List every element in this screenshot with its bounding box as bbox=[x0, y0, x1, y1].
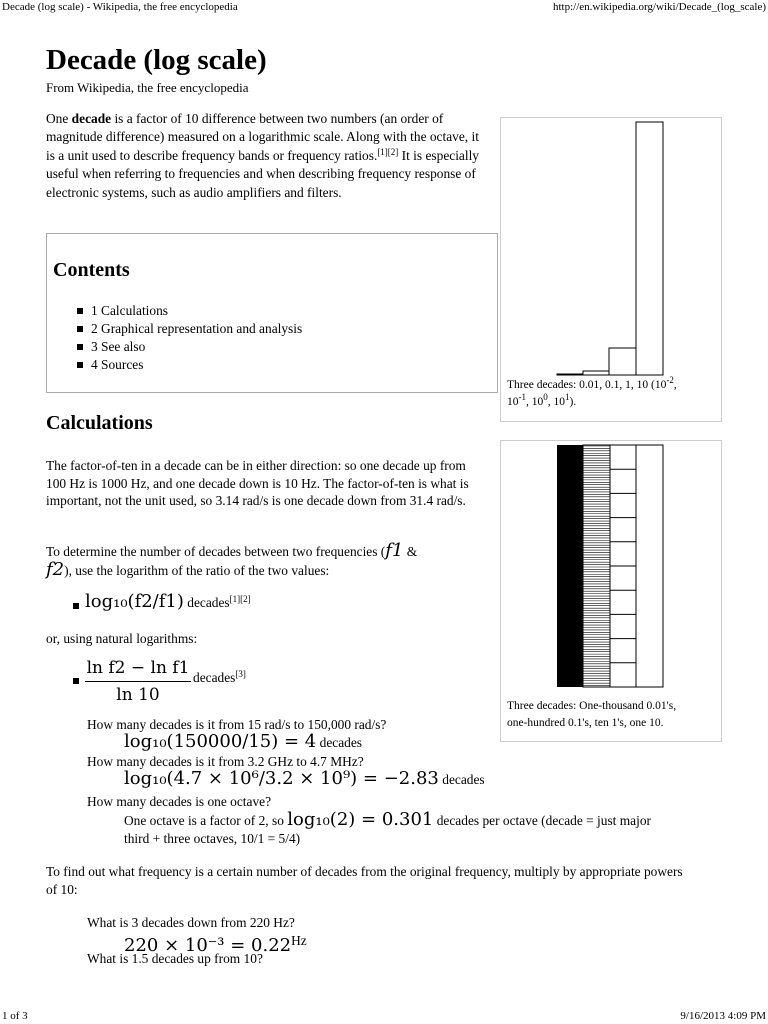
formula-log-ratio: log₁₀(f2/f1) decades[1][2] bbox=[85, 591, 251, 612]
calc-paragraph-4: To find out what frequency is a certain number of decades from the original frequency, multiply by appropriate powers of 10: bbox=[46, 864, 683, 897]
print-footer-page: 1 of 3 bbox=[2, 1010, 28, 1022]
intro-bold-term: decade bbox=[71, 111, 112, 126]
answer-3: One octave is a factor of 2, so log₁₀(2) = 0.301 decades per octave (decade = just major third + three octaves, 10/1 = 5/4) bbox=[124, 809, 651, 846]
formula-natural-log-unit: decades[3] bbox=[193, 669, 246, 685]
section-heading-calculations: Calculations bbox=[46, 412, 153, 434]
citation-link[interactable]: [3] bbox=[235, 669, 246, 679]
bullet-marker bbox=[73, 678, 79, 684]
formula-natural-log: ln f2 − ln f1 ln 10 bbox=[86, 658, 190, 705]
print-header-title: Decade (log scale) - Wikipedia, the free encyclopedia bbox=[2, 1, 238, 13]
toc-item-see-also[interactable]: 3 See also bbox=[77, 338, 302, 356]
calc-paragraph-1: The factor-of-ten in a decade can be in either direction: so one decade up from 100 Hz is 1000 Hz, and one decade down is 10 Hz. The factor-of-ten is what is important, not the unit used, so 3.14 rad/s is one decade down from 31.4 rad/s. bbox=[46, 458, 469, 508]
table-of-contents bbox=[46, 233, 498, 393]
print-header bbox=[0, 0, 768, 16]
toc-item-graphical[interactable]: 2 Graphical representation and analysis bbox=[77, 320, 302, 338]
page-title: Decade (log scale) bbox=[46, 44, 267, 76]
toc-heading: Contents bbox=[53, 259, 130, 281]
toc-item-sources[interactable]: 4 Sources bbox=[77, 356, 302, 374]
figure1-caption: Three decades: 0.01, 0.1, 1, 10 ($10^{-2}$, $10^{-1}$, $10^0$, $10^1$). bbox=[507, 375, 677, 408]
bullet-marker bbox=[73, 603, 79, 609]
question-4: What is 3 decades down from 220 Hz? bbox=[87, 915, 295, 930]
citation-link[interactable]: [1][2] bbox=[229, 594, 251, 604]
figure-decades-bars bbox=[500, 117, 722, 422]
page-subtitle: From Wikipedia, the free encyclopedia bbox=[46, 80, 249, 95]
figure2-caption: Three decades: One-thousand 0.01's, one-hundred 0.1's, ten 1's, one 10. bbox=[507, 700, 677, 729]
answer-4: 220 × 10⁻³ = 0.22Hz bbox=[124, 933, 307, 956]
figure-decades-divisions bbox=[500, 440, 722, 742]
calc-paragraph-2: To determine the number of decades between two frequencies (f1 & f2), use the logarithm of the ratio of the two values: bbox=[46, 540, 418, 580]
print-footer bbox=[0, 1008, 768, 1024]
question-5: What is 1.5 decades up from 10? bbox=[87, 951, 263, 966]
citation-link[interactable]: [1][2] bbox=[377, 146, 399, 157]
question-2: How many decades is it from 3.2 GHz to 4.7 MHz? bbox=[87, 754, 364, 769]
print-header-url[interactable]: http://en.wikipedia.org/wiki/Decade_(log_scale) bbox=[552, 1, 766, 13]
toc-list bbox=[77, 302, 302, 374]
calc-paragraph-3: or, using natural logarithms: bbox=[46, 631, 198, 646]
print-footer-datetime: 9/16/2013 4:09 PM bbox=[680, 1010, 766, 1022]
toc-item-calculations[interactable]: 1 Calculations bbox=[77, 302, 302, 320]
question-3: How many decades is one octave? bbox=[87, 794, 272, 809]
decades-divisions-image[interactable] bbox=[501, 441, 721, 691]
answer-1: log₁₀(150000/15) = 4 decades bbox=[124, 731, 363, 752]
question-1: How many decades is it from 15 rad/s to 150,000 rad/s? bbox=[87, 717, 387, 732]
intro-paragraph: One decade is a factor of 10 difference between two numbers (an order of magnitude difference) measured on a logarithmic scale. Along with the octave, it is a unit used to describe frequency bands or frequency ratios.[1][2] It is especially useful when referring to frequencies and when describing frequency response of electronic systems, such as audio amplifiers and filters. bbox=[46, 111, 480, 200]
decades-bar-image[interactable] bbox=[501, 118, 721, 378]
answer-2: log₁₀(4.7 × 10⁶/3.2 × 10⁹) = −2.83 decades bbox=[124, 768, 485, 789]
